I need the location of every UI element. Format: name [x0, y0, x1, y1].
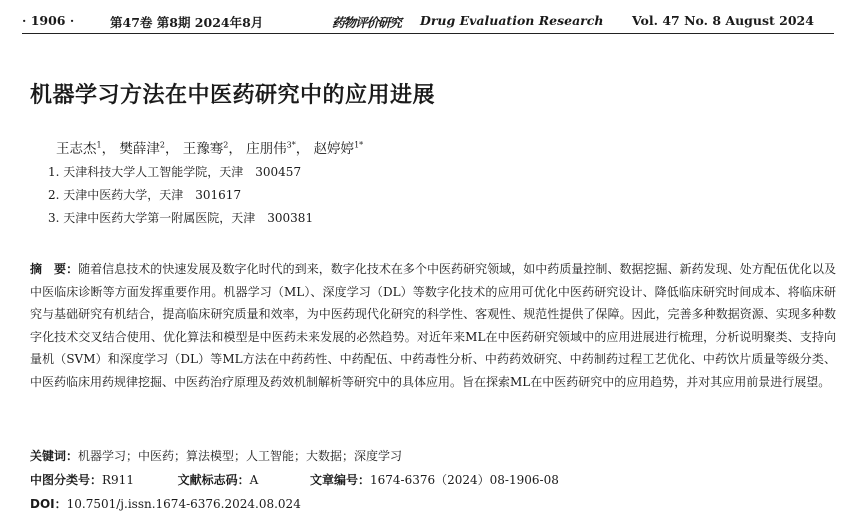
keywords-label: 关键词： [30, 449, 79, 463]
affiliation-1: 1. 天津科技大学人工智能学院，天津 300457 [48, 165, 302, 179]
author-affiliation-mark: 1 [96, 140, 102, 150]
abstract-label: 摘 要： [30, 262, 79, 276]
clc-label: 中图分类号： [30, 473, 103, 487]
author-separator: ， [164, 141, 179, 157]
author-name: 赵婷婷 [313, 141, 355, 157]
document-code-value: A [249, 473, 259, 487]
author-separator: ， [101, 141, 116, 157]
author-affiliation-mark: 2 [159, 140, 165, 150]
author-separator: ， [228, 141, 242, 157]
keywords-text: 机器学习；中医药；算法模型；人工智能；大数据；深度学习 [78, 449, 403, 463]
document-code-label: 文献标志码： [177, 473, 250, 487]
keywords [30, 447, 402, 464]
header-rule [22, 33, 834, 34]
volume-issue-cn: 第47卷 第8期 2024年8月 [110, 15, 264, 30]
running-header [22, 10, 834, 32]
author-name: 王志杰 [56, 141, 97, 157]
doi-value[interactable]: 10.7501/j.issn.1674-6376.2024.08.024 [66, 497, 301, 511]
doi-label: DOI： [30, 497, 67, 511]
article-title: 机器学习方法在中医药研究中的应用进展 [30, 83, 436, 108]
clc-value: R911 [102, 473, 134, 487]
author-affiliation-mark: 2 [223, 140, 229, 150]
article-number-label: 文章编号： [309, 473, 370, 487]
author-list [56, 137, 363, 157]
author-name: 樊薛津 [119, 141, 160, 157]
article-number-value: 1674-6376（2024）08-1906-08 [369, 473, 559, 487]
author-name: 王豫骞 [182, 141, 224, 157]
classification-line [30, 471, 559, 488]
journal-logo: 药物评价研究 [332, 15, 402, 30]
journal-name-en: Drug Evaluation Research [420, 13, 604, 28]
abstract-text: 随着信息技术的快速发展及数字化时代的到来，数字化技术在多个中医药研究领域，如中药质量控制、数据挖掘、新药发现、处方配伍优化以及中医临床诊断等方面发挥重要作用。机器学习（ML）、深度学习（DL）等数字化技术的应用可优化中医药研究设计、降低临床研究时间成本、将临床研究与基础研究有机结合，提高临床研究质量和效率，为中医药现代化研究的科学性、客观性、规范性提供了保障。因此，完善多种数据资源、实现多种数字化技术交叉结合使用、优化算法和模型是中医药未来发展的必然趋势。对近年来ML在中医药研究领域中的应用进展进行梳理，分析说明聚类、支持向量机（SVM）和深度学习（DL）等ML方法在中药药性、中药配伍、中药毒性分析、中药药效研究、中药制药过程工艺优化、中药饮片质量等级分类、中医药临床用药规律挖掘、中医药治疗原理及药效机制解析等研究中的具体应用。旨在探索ML在中医药研究中的应用趋势，并对其应用前景进行展望。 [30, 262, 836, 389]
volume-issue-en: Vol. 47 No. 8 August 2024 [632, 13, 814, 28]
author-affiliation-mark: 1* [354, 140, 364, 150]
author-affiliation-mark: 3* [286, 140, 296, 150]
affiliation-3: 3. 天津中医药大学第一附属医院，天津 300381 [48, 211, 314, 225]
page-number: · 1906 · [22, 13, 75, 28]
doi-line [30, 495, 301, 512]
affiliation-2: 2. 天津中医药大学，天津 301617 [48, 188, 242, 202]
author-name: 庄朋伟 [246, 141, 287, 157]
author-separator: ， [295, 141, 310, 157]
abstract [30, 258, 836, 394]
